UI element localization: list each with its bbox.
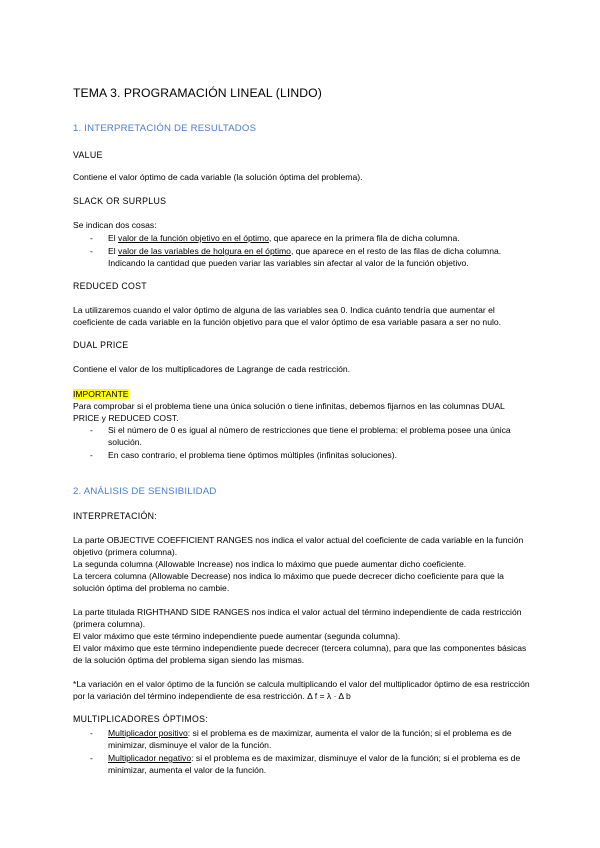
slack-bullet-2: - El valor de las variables de holgura en el óptimo, que aparece en el resto de las filas de dicha columna. Indicando la cantidad que pueden variar las variables sin afectar al valor de la función objetivo.: [90, 246, 502, 269]
dual-price-paragraph: Contiene el valor de los multiplicadores de Lagrange de cada restricción.: [73, 364, 351, 374]
bullet-dash: -: [90, 233, 93, 243]
rhs-ranges-line-1: La parte titulada RIGHTHAND SIDE RANGES nos indica el valor actual del término independiente de cada restricción (primera columna).: [73, 607, 522, 630]
objective-ranges-line-3: La tercera columna (Allowable Decrease) nos indica lo máximo que puede decrecer dicho coeficiente para que la solución óptima del problema no cambie.: [73, 571, 504, 594]
important-paragraph: Para comprobar si el problema tiene una única solución o tiene infinitas, debemos fijarnos en las columnas DUAL PRICE y REDUCED COST.: [73, 401, 505, 424]
slack-heading: SLACK OR SURPLUS: [73, 196, 167, 206]
bullet-dash: -: [90, 450, 93, 460]
page-title: TEMA 3. PROGRAMACIÓN LINEAL (LINDO): [73, 86, 322, 100]
important-label: IMPORTANTE: [73, 389, 129, 399]
objective-ranges-line-2: La segunda columna (Allowable Increase) nos indica lo máximo que puede aumentar dicho coeficiente.: [73, 559, 467, 569]
interpretation-heading: INTERPRETACIÓN:: [73, 511, 158, 521]
multiplier-positive-bullet: - Multiplicador positivo: si el problema es de maximizar, aumenta el valor de la función; si el problema es de minimizar, disminuye el valor de la función.: [90, 728, 512, 751]
multipliers-heading: MULTIPLICADORES ÓPTIMOS:: [73, 714, 209, 724]
slack-intro: Se indican dos cosas:: [73, 220, 157, 230]
variation-note: *La variación en el valor óptimo de la función se calcula multiplicando el valor del multiplicador óptimo de esa restricción por la variación del término independiente de esa restricción. Δ f = λ · Δ b: [73, 679, 530, 702]
objective-ranges-line-1: La parte OBJECTIVE COEFFICIENT RANGES nos indica el valor actual del coeficiente de cada variable en la función objetivo (primera columna).: [73, 535, 524, 558]
bullet-dash: -: [90, 728, 93, 738]
reduced-cost-heading: REDUCED COST: [73, 281, 147, 291]
section-2-heading: 2. ANÁLISIS DE SENSIBILIDAD: [73, 486, 217, 497]
bullet-dash: -: [90, 753, 93, 763]
rhs-ranges-line-2: El valor máximo que este término independiente puede aumentar (segunda columna).: [73, 631, 401, 641]
reduced-cost-paragraph: La utilizaremos cuando el valor óptimo de alguna de las variables sea 0. Indica cuánto tendría que aumentar el coeficiente de cada variable en la función objetivo para que el valor óptimo de esa variable pasara a ser no nulo.: [73, 305, 502, 328]
slack-bullet-1: - El valor de la función objetivo en el óptimo, que aparece en la primera fila de dicha columna.: [90, 233, 460, 243]
dual-price-heading: DUAL PRICE: [73, 340, 129, 350]
important-bullet-2: - En caso contrario, el problema tiene óptimos múltiples (infinitas soluciones).: [90, 450, 397, 460]
rhs-ranges-line-3: El valor máximo que este término independiente puede decrecer (tercera columna), para que las componentes básicas de la solución óptima del problema sigan siendo las mismas.: [73, 643, 527, 666]
value-heading: VALUE: [73, 150, 103, 160]
important-bullet-1: - Si el número de 0 es igual al número de restricciones que tiene el problema: el problema posee una única solución.: [90, 425, 511, 448]
bullet-dash: -: [90, 246, 93, 256]
value-paragraph: Contiene el valor óptimo de cada variable (la solución óptima del problema).: [73, 172, 363, 182]
section-1-heading: 1. INTERPRETACIÓN DE RESULTADOS: [73, 123, 257, 134]
multiplier-negative-bullet: - Multiplicador negativo: si el problema es de maximizar, disminuye el valor de la función; si el problema es de minimizar, aumenta el valor de la función.: [90, 753, 521, 776]
bullet-dash: -: [90, 425, 93, 435]
